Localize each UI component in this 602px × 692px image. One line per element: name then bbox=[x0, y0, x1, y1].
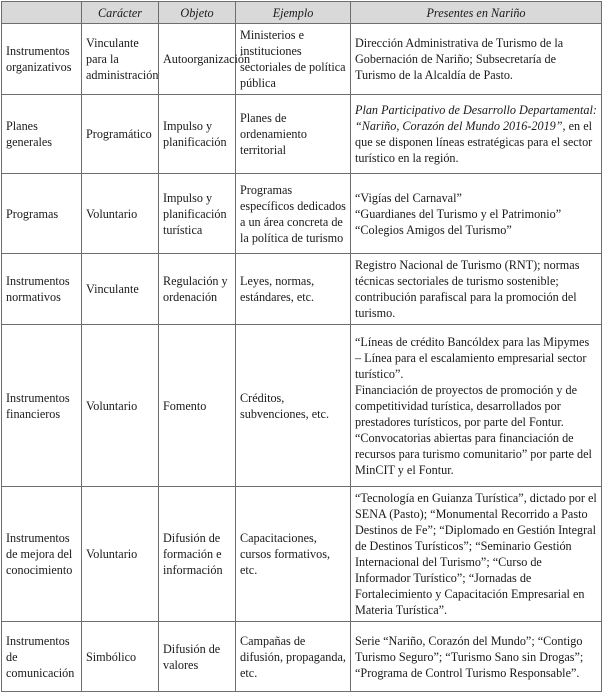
cell-caracter: Programático bbox=[82, 95, 159, 174]
cell-instrumento: Instrumentos normativos bbox=[2, 254, 82, 325]
table-row bbox=[2, 24, 602, 95]
cell-caracter: Voluntario bbox=[82, 174, 159, 254]
financing-item: “Líneas de crédito Bancóldex para las Mipymes – Línea para el escalamiento empresarial sector turístico”. bbox=[355, 334, 590, 381]
cell-instrumento: Instrumentos de mejora del conocimiento bbox=[2, 487, 82, 622]
cell-objeto: Impulso y planificación turística bbox=[159, 174, 236, 254]
cell-caracter: Vinculante para la administración bbox=[82, 24, 159, 95]
table-row bbox=[2, 325, 602, 487]
cell-instrumento: Planes generales bbox=[2, 95, 82, 174]
cell-ejemplo: Planes de ordenamiento territorial bbox=[236, 95, 351, 174]
cell-ejemplo: Programas específicos dedicados a un área concreta de la política de turismo bbox=[236, 174, 351, 254]
instruments-table bbox=[1, 1, 602, 692]
cell-instrumento: Instrumentos organizativos bbox=[2, 24, 82, 95]
cell-ejemplo: Créditos, subvenciones, etc. bbox=[236, 325, 351, 487]
cell-objeto: Regulación y ordenación bbox=[159, 254, 236, 325]
table-row bbox=[2, 487, 602, 622]
plan-title: Plan Participativo de Desarrollo Departamental: “Nariño, Corazón del Mundo 2016-2019”, bbox=[355, 103, 597, 133]
program-item: “Colegios Amigos del Turismo” bbox=[355, 222, 512, 237]
cell-presentes: Serie “Nariño, Corazón del Mundo”; “Contigo Turismo Seguro”; “Turismo Sano sin Drogas”; “Programa de Control Turismo Responsable”. bbox=[351, 622, 602, 692]
financing-item: Financiación de proyectos de promoción y de competitividad turística, desarrollados por prestadores turísticos, por parte del Fontur. bbox=[355, 382, 578, 429]
table-row bbox=[2, 254, 602, 325]
header-ejemplo: Ejemplo bbox=[236, 2, 351, 24]
program-item: “Vigías del Carnaval” bbox=[355, 190, 462, 205]
cell-instrumento: Programas bbox=[2, 174, 82, 254]
cell-presentes: “Tecnología en Guianza Turística”, dictado por el SENA (Pasto); “Monumental Recorrido a Pasto Destinos de Fe”; “Diplomado en Gestión Integral de Destinos Turísticos”; “Seminario Gestión Internacional del Turismo”; “Curso de Informador Turístico”; “Jornadas de Fortalecimiento y Capacitación Empresarial en Materia Turística”. bbox=[351, 487, 602, 622]
cell-caracter: Vinculante bbox=[82, 254, 159, 325]
header-instrumento bbox=[2, 2, 82, 24]
table-row bbox=[2, 622, 602, 692]
cell-objeto: Autoorganización bbox=[159, 24, 236, 95]
header-objeto: Objeto bbox=[159, 2, 236, 24]
plan-description: en el que se disponen líneas estratégicas para el sector turístico en la región. bbox=[355, 119, 593, 165]
cell-ejemplo: Leyes, normas, estándares, etc. bbox=[236, 254, 351, 325]
header-caracter: Carácter bbox=[82, 2, 159, 24]
cell-ejemplo: Campañas de difusión, propaganda, etc. bbox=[236, 622, 351, 692]
cell-presentes bbox=[351, 174, 602, 254]
cell-objeto: Difusión de formación e información bbox=[159, 487, 236, 622]
header-row bbox=[2, 2, 602, 24]
cell-presentes bbox=[351, 95, 602, 174]
cell-objeto: Fomento bbox=[159, 325, 236, 487]
program-item: “Guardianes del Turismo y el Patrimonio” bbox=[355, 206, 562, 221]
cell-caracter: Voluntario bbox=[82, 487, 159, 622]
table-row bbox=[2, 174, 602, 254]
cell-caracter: Simbólico bbox=[82, 622, 159, 692]
cell-instrumento: Instrumentos de comunicación bbox=[2, 622, 82, 692]
financing-item: “Convocatorias abiertas para financiación de recursos para turismo comunitario” por parte del MinCIT y el Fontur. bbox=[355, 430, 592, 477]
cell-ejemplo: Capacitaciones, cursos formativos, etc. bbox=[236, 487, 351, 622]
cell-objeto: Impulso y planificación bbox=[159, 95, 236, 174]
cell-instrumento: Instrumentos financieros bbox=[2, 325, 82, 487]
cell-presentes: Registro Nacional de Turismo (RNT); normas técnicas sectoriales de turismo sostenible; contribución parafiscal para la promoción del turismo. bbox=[351, 254, 602, 325]
header-presentes: Presentes en Nariño bbox=[351, 2, 602, 24]
table-row bbox=[2, 95, 602, 174]
cell-presentes bbox=[351, 325, 602, 487]
cell-objeto: Difusión de valores bbox=[159, 622, 236, 692]
cell-presentes: Dirección Administrativa de Turismo de la Gobernación de Nariño; Subsecretaría de Turismo de la Alcaldía de Pasto. bbox=[351, 24, 602, 95]
cell-ejemplo: Ministerios e instituciones sectoriales de política pública bbox=[236, 24, 351, 95]
cell-caracter: Voluntario bbox=[82, 325, 159, 487]
